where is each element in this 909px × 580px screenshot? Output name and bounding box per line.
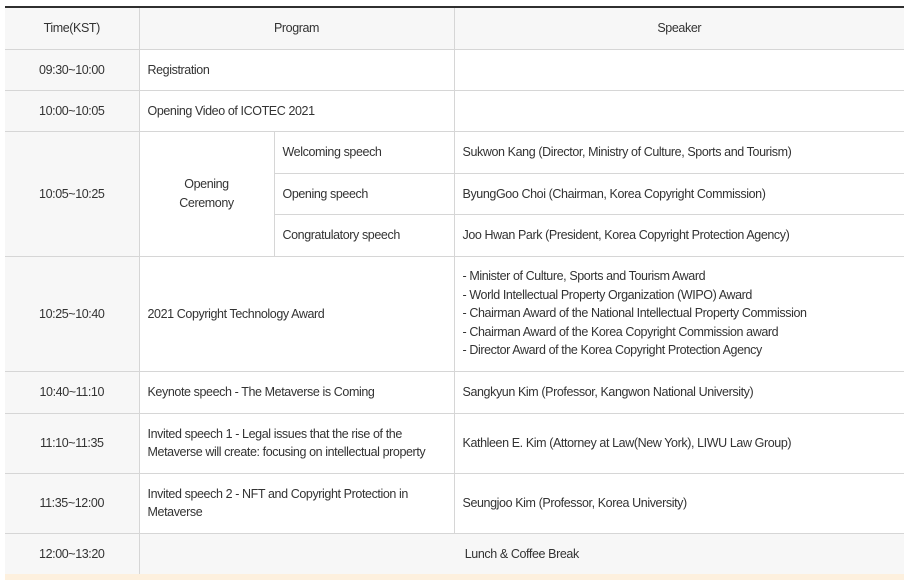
award-list-item: - Chairman Award of the National Intellectual Property Commission [462,306,807,321]
table-row [5,49,904,90]
time-cell: 12:00~13:20 [5,533,139,574]
time-cell: 11:35~12:00 [5,473,139,533]
table-row [5,473,904,533]
program-cell-opening-ceremony [139,131,274,256]
program-line: Invited speech 1 - Legal issues that the rise of the [147,426,402,441]
speaker-cell: ByungGoo Choi (Chairman, Korea Copyright Commission) [454,173,904,214]
table-row [5,413,904,473]
program-cell: Opening Video of ICOTEC 2021 [139,90,454,131]
time-column-header: Time(KST) [5,7,139,49]
speaker-cell: Seungjoo Kim (Professor, Korea University) [454,473,904,533]
table-row-break [5,533,904,574]
time-cell: 10:40~11:10 [5,371,139,413]
speaker-cell-award-list [454,256,904,371]
table-row [5,90,904,131]
program-cell: Keynote speech - The Metaverse is Coming [139,371,454,413]
next-row-strip [5,574,904,580]
speaker-cell: Kathleen E. Kim (Attorney at Law(New York), LIWU Law Group) [454,413,904,473]
table-row [5,371,904,413]
table-row [5,131,904,173]
program-line: Metaverse will create: focusing on intellectual property [147,445,426,459]
table-row [5,256,904,371]
subprogram-cell: Welcoming speech [274,131,454,173]
award-list-item: - Chairman Award of the Korea Copyright Commission award [462,324,779,339]
program-line: Invited speech 2 - NFT and Copyright Protection in [147,486,408,501]
time-cell: 11:10~11:35 [5,413,139,473]
time-cell: 10:05~10:25 [5,131,139,256]
program-line: Metaverse [147,505,203,519]
subprogram-cell: Opening speech [274,173,454,214]
award-list-item: - Director Award of the Korea Copyright Protection Agency [462,343,762,358]
speaker-cell: Sukwon Kang (Director, Ministry of Culture, Sports and Tourism) [454,131,904,173]
program-cell: Registration [139,49,454,90]
break-cell: Lunch & Coffee Break [139,533,904,574]
award-list-item: - World Intellectual Property Organization (WIPO) Award [462,287,752,302]
program-cell [139,473,454,533]
award-list-item: - Minister of Culture, Sports and Tourism Award [462,269,706,284]
program-column-header: Program [139,7,454,49]
program-cell [139,413,454,473]
speaker-cell: Joo Hwan Park (President, Korea Copyright Protection Agency) [454,214,904,256]
program-cell: 2021 Copyright Technology Award [139,256,454,371]
speaker-cell: Sangkyun Kim (Professor, Kangwon National University) [454,371,904,413]
speaker-cell [454,49,904,90]
subprogram-cell: Congratulatory speech [274,214,454,256]
table-header-row [5,7,904,49]
time-cell: 10:25~10:40 [5,256,139,371]
program-line: Opening [184,177,229,191]
program-schedule-table [5,6,904,575]
time-cell: 09:30~10:00 [5,49,139,90]
speaker-cell [454,90,904,131]
speaker-column-header: Speaker [454,7,904,49]
time-cell: 10:00~10:05 [5,90,139,131]
program-line: Ceremony [179,195,234,210]
